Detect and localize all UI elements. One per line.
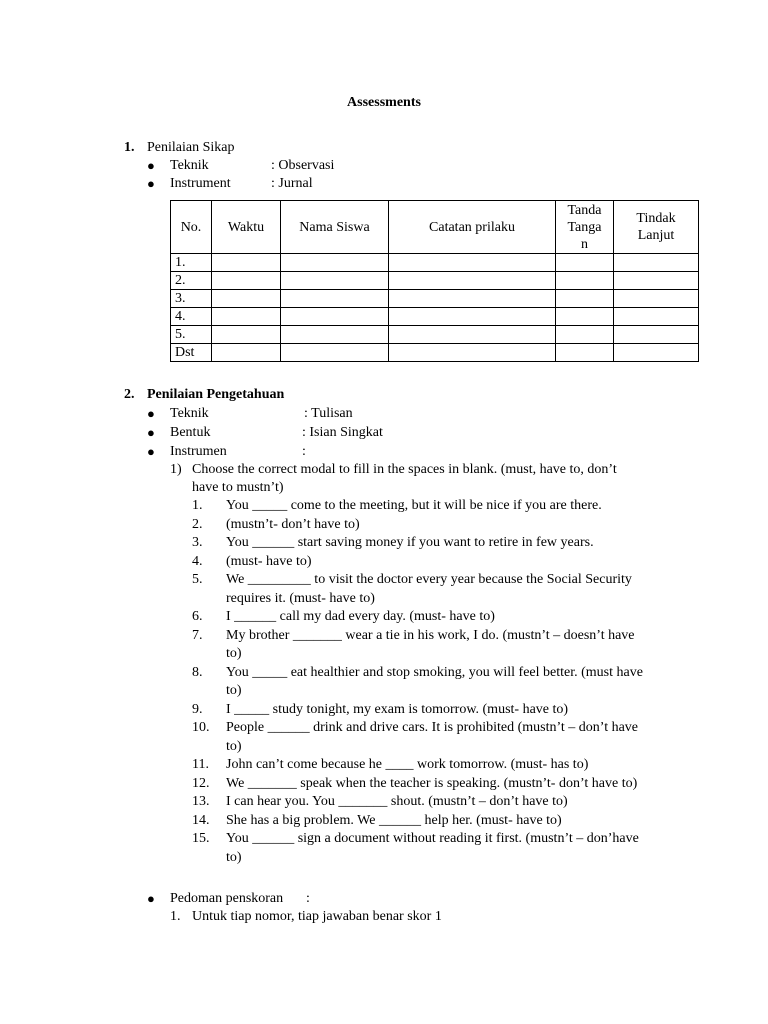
section-1-instrument-label: Instrument (170, 176, 231, 191)
question-text: You ______ sign a document without reading it first. (mustn’t – don’have (226, 831, 639, 846)
question-number: 9. (192, 701, 203, 717)
table-row (171, 308, 699, 326)
scoring-item-text: Untuk tiap nomor, tiap jawaban benar skor 1 (192, 909, 442, 924)
question-number: 14. (192, 812, 210, 828)
section-2-instrumen-value: : (302, 444, 306, 459)
bullet-icon: ● (147, 891, 155, 906)
section-1-heading: Penilaian Sikap (147, 140, 235, 155)
question-text: John can’t come because he ____ work tomorrow. (must- has to) (226, 757, 589, 772)
question-text: You ______ start saving money if you want to retire in few years. (226, 535, 594, 550)
bullet-icon: ● (147, 406, 155, 421)
question-number: 5. (192, 572, 203, 587)
table-row (171, 272, 699, 290)
header-nama-siswa: Nama Siswa (281, 201, 389, 254)
question-number: 11. (192, 757, 209, 772)
section-1-teknik-value: : Observasi (271, 158, 335, 173)
table-row (171, 344, 699, 362)
page-title: Assessments (347, 95, 421, 110)
table-row (171, 326, 699, 344)
question-text: I ______ call my dad every day. (must- have to) (226, 609, 495, 624)
question-number: 3. (192, 535, 203, 550)
row-number: 1. (171, 254, 212, 272)
section-1-number: 1. (124, 140, 135, 155)
question-number: 2. (192, 516, 203, 532)
question-number: 15. (192, 831, 210, 846)
scoring-item-number: 1. (170, 909, 181, 924)
question-text: to) (226, 646, 242, 661)
question-number: 13. (192, 794, 210, 809)
question-number: 7. (192, 627, 203, 643)
question-text: We _________ to visit the doctor every year because the Social Security (226, 572, 632, 587)
bullet-icon: ● (147, 176, 155, 191)
question-text: to) (226, 683, 242, 698)
scoring-label: Pedoman penskoran (170, 891, 284, 906)
question-text: My brother _______ wear a tie in his work, I do. (mustn’t – doesn’t have (226, 627, 635, 643)
question-text: to) (226, 738, 242, 754)
question-number: 12. (192, 775, 210, 791)
row-number: Dst (171, 344, 212, 362)
question-text: I _____ study tonight, my exam is tomorrow. (must- have to) (226, 701, 569, 717)
section-1-instrument-value: : Jurnal (271, 176, 313, 191)
row-number: 2. (171, 272, 212, 290)
header-catatan-prilaku: Catatan prilaku (389, 201, 556, 254)
row-number: 3. (171, 290, 212, 308)
scoring-colon: : (306, 891, 310, 906)
section-2-heading: Penilaian Pengetahuan (147, 387, 285, 402)
header-no: No. (171, 201, 212, 254)
question-number: 1. (192, 498, 203, 513)
question-text: She has a big problem. We ______ help her. (must- have to) (226, 812, 562, 828)
question-number: 10. (192, 720, 210, 735)
question-number: 4. (192, 553, 203, 569)
section-2-number: 2. (124, 387, 135, 402)
header-waktu: Waktu (212, 201, 281, 254)
table-row (171, 290, 699, 308)
question-text: You _____ come to the meeting, but it will be nice if you are there. (226, 498, 602, 513)
question-number: 6. (192, 609, 203, 624)
row-number: 4. (171, 308, 212, 326)
section-1-teknik-label: Teknik (170, 158, 209, 173)
question-text: (must- have to) (226, 553, 312, 569)
question-text: requires it. (must- have to) (226, 590, 375, 606)
bullet-icon: ● (147, 425, 155, 440)
bullet-icon: ● (147, 444, 155, 459)
instruction-number: 1) (170, 462, 182, 477)
question-text: We _______ speak when the teacher is speaking. (mustn’t- don’t have to) (226, 775, 638, 791)
section-2-teknik-value: : Tulisan (304, 406, 353, 421)
question-text: People ______ drink and drive cars. It is prohibited (mustn’t – don’t have (226, 720, 639, 735)
row-number: 5. (171, 326, 212, 344)
section-2-teknik-label: Teknik (170, 406, 209, 421)
question-text: (mustn’t- don’t have to) (226, 516, 360, 532)
question-text: I can hear you. You _______ shout. (mustn’t – don’t have to) (226, 794, 568, 809)
header-tindak-lanjut: Tindak Lanjut (614, 201, 699, 254)
question-number: 8. (192, 664, 203, 680)
journal-table (170, 200, 699, 362)
header-tanda-tangan: Tanda Tanga n (556, 201, 614, 254)
bullet-icon: ● (147, 158, 155, 173)
instruction-line-2: have to mustn’t) (192, 480, 284, 495)
table-header-row (171, 201, 699, 254)
section-2-bentuk-label: Bentuk (170, 425, 211, 440)
section-2-bentuk-value: : Isian Singkat (302, 425, 383, 440)
instruction-line-1: Choose the correct modal to fill in the spaces in blank. (must, have to, don’t (192, 462, 617, 477)
table-row (171, 254, 699, 272)
question-text: to) (226, 849, 242, 865)
question-text: You _____ eat healthier and stop smoking, you will feel better. (must have (226, 664, 643, 680)
section-2-instrumen-label: Instrumen (170, 444, 227, 459)
